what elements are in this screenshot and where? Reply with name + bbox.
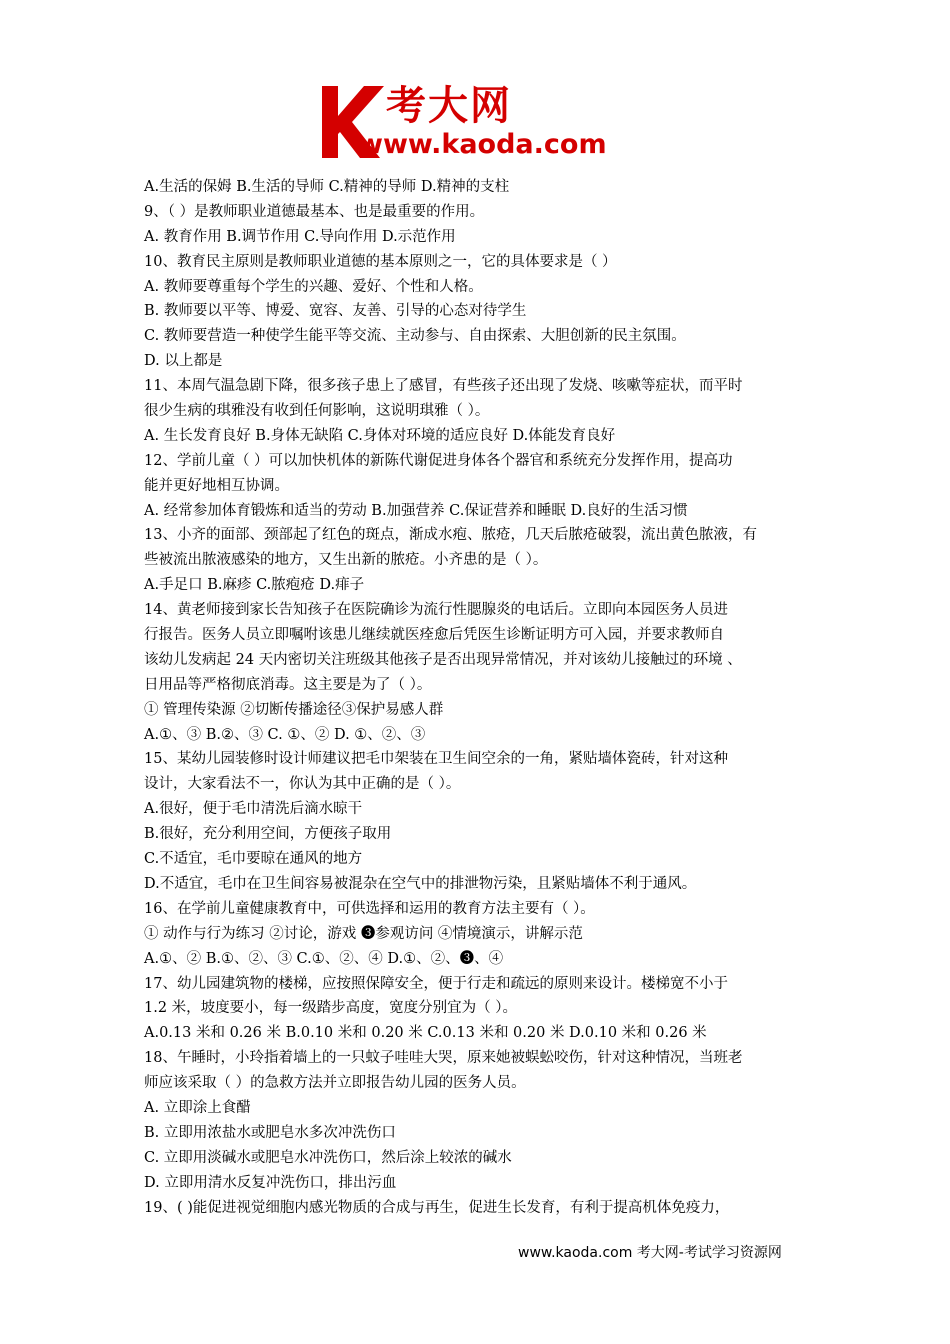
text-line: 18、午睡时，小玲指着墙上的一只蚊子哇哇大哭，原来她被蜈蚣咬伤，针对这种情况，当班老 (144, 1050, 743, 1067)
text-line: 17、幼儿园建筑物的楼梯，应按照保障安全，便于行走和疏远的原则来设计。楼梯宽不小于 (144, 975, 728, 992)
text-line: A.手足口 B.麻疹 C.脓疱疮 D.痱子 (144, 577, 365, 594)
text-line: 些被流出脓液感染的地方，又生出新的脓疮。小齐患的是（ ）。 (144, 552, 548, 569)
text-line: C.不适宜，毛巾要晾在通风的地方 (144, 851, 363, 868)
text-line: 13、小齐的面部、颈部起了红色的斑点，渐成水疱、脓疮，几天后脓疮破裂，流出黄色脓液，有 (144, 527, 757, 544)
text-line: D. 以上都是 (144, 353, 223, 370)
text-line: 12、学前儿童（ ）可以加快机体的新陈代谢促进身体各个器官和系统充分发挥作用，提高功 (144, 452, 733, 469)
text-line: A. 教育作用 B.调节作用 C.导向作用 D.示范作用 (144, 228, 456, 245)
text-line: A. 生长发育良好 B.身体无缺陷 C.身体对环境的适应良好 D.体能发育良好 (144, 427, 616, 444)
document-body (144, 175, 824, 1220)
text-line: ① 管理传染源 ②切断传播途径③保护易感人群 (144, 701, 444, 718)
text-line: B. 立即用浓盐水或肥皂水多次冲洗伤口 (144, 1124, 396, 1141)
logo-chinese-text: 考大网 (386, 83, 512, 129)
text-line: A.①、③ B.②、③ C. ①、② D. ①、②、③ (144, 726, 426, 743)
text-line: D. 立即用清水反复冲洗伤口，排出污血 (144, 1174, 397, 1191)
text-line: 该幼儿发病起 24 天内密切关注班级其他孩子是否出现异常情况，并对该幼儿接触过的环境 、 (144, 651, 742, 668)
text-line: A. 经常参加体育锻炼和适当的劳动 B.加强营养 C.保证营养和睡眠 D.良好的生活习惯 (144, 502, 688, 519)
logo-url-text: www.kaoda.com (358, 129, 607, 160)
text-line: 9、（ ）是教师职业道德最基本、也是最重要的作用。 (144, 203, 485, 220)
text-line: 设计，大家看法不一，你认为其中正确的是（ ）。 (144, 776, 461, 793)
text-line: A.生活的保姆 B.生活的导师 C.精神的导师 D.精神的支柱 (144, 179, 510, 195)
text-line: 10、教育民主原则是教师职业道德的基本原则之一，它的具体要求是（ ） (144, 253, 617, 270)
text-line: ① 动作与行为练习 ②讨论，游戏 ❸参观访问 ④情境演示，讲解示范 (144, 925, 583, 942)
text-line: 行报告。医务人员立即嘱咐该患儿继续就医痊愈后凭医生诊断证明方可入园，并要求教师自 (144, 627, 724, 644)
text-line: B. 教师要以平等、博爱、宽容、友善、引导的心态对待学生 (144, 303, 527, 320)
text-line: 14、黄老师接到家长告知孩子在医院确诊为流行性腮腺炎的电话后。立即向本园医务人员进 (144, 602, 728, 619)
kaoda-logo (318, 82, 640, 162)
text-line: 日用品等严格彻底消毒。这主要是为了（ ）。 (144, 676, 432, 693)
text-line: 11、本周气温急剧下降，很多孩子患上了感冒，有些孩子还出现了发烧、咳嗽等症状，而平时 (144, 378, 743, 395)
text-line: 16、在学前儿童健康教育中，可供选择和运用的教育方法主要有（ ）。 (144, 900, 595, 917)
text-line: 能并更好地相互协调。 (144, 477, 289, 494)
text-line: 15、某幼儿园装修时设计师建议把毛巾架装在卫生间空余的一角，紧贴墙体瓷砖，针对这种 (144, 751, 728, 768)
text-line: B.很好，充分利用空间，方便孩子取用 (144, 826, 392, 843)
text-line: A.①、② B.①、②、③ C.①、②、④ D.①、②、❸、④ (144, 950, 504, 967)
text-line: 1.2 米，坡度要小，每一级踏步高度，宽度分别宜为（ ）。 (144, 1000, 518, 1017)
text-line: 很少生病的琪雅没有收到任何影响，这说明琪雅（ ）。 (144, 403, 490, 420)
text-line: A. 立即涂上食醋 (144, 1099, 251, 1116)
text-line: A.0.13 米和 0.26 米 B.0.10 米和 0.20 米 C.0.13 米和 0.20 米 D.0.10 米和 0.26 米 (144, 1025, 707, 1042)
text-line: C. 立即用淡碱水或肥皂水冲洗伤口，然后涂上较浓的碱水 (144, 1149, 512, 1166)
text-line: A. 教师要尊重每个学生的兴趣、爱好、个性和人格。 (144, 278, 483, 295)
text-line: A.很好，便于毛巾清洗后滴水晾干 (144, 801, 363, 818)
text-line: C. 教师要营造一种使学生能平等交流、主动参与、自由探索、大胆创新的民主氛围。 (144, 328, 686, 345)
text-line: 师应该采取（ ）的急救方法并立即报告幼儿园的医务人员。 (144, 1075, 526, 1092)
text-line: 19、( )能促进视觉细胞内感光物质的合成与再生，促进生长发育，有利于提高机体免疫力， (144, 1199, 730, 1216)
text-line: D.不适宜，毛巾在卫生间容易被混杂在空气中的排泄物污染，且紧贴墙体不利于通风。 (144, 875, 697, 892)
page-footer: www.kaoda.com 考大网-考试学习资源网 (518, 1245, 782, 1261)
